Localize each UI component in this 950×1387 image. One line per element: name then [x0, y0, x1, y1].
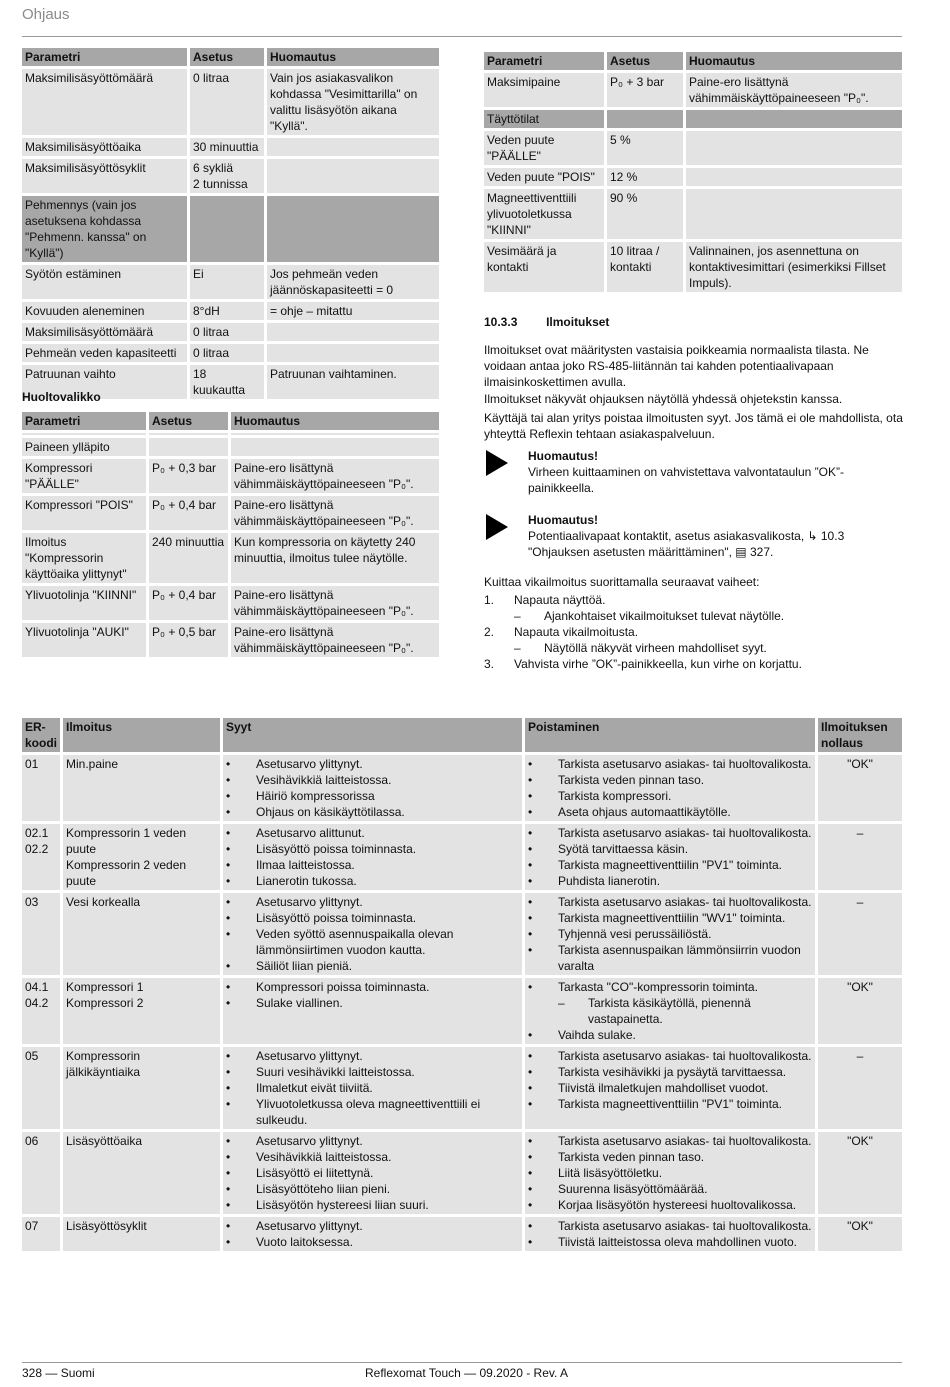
section-number: 10.3.3 [484, 315, 518, 329]
cell-note: Jos pehmeän veden jäännöskapasiteetti = 0 [267, 265, 439, 299]
remedy-item: • Tarkista asetusarvo asiakas- tai huoltovalikosta. [528, 1048, 812, 1064]
cell-note: Patruunan vaihtaminen. [267, 365, 439, 399]
step-text: Napauta vikailmoitusta. [514, 625, 639, 639]
cell-note: Valinnainen, jos asennettuna on kontaktivesimittari (esimerkiksi Fillset Impuls). [686, 242, 902, 292]
remedy-item: • Puhdista lianerotin. [528, 873, 812, 889]
parameter-table-top-right [481, 49, 905, 295]
cell-setting: 0 litraa [190, 344, 264, 362]
cell-setting [190, 196, 264, 262]
dash-marker: – [514, 641, 521, 655]
step-result [484, 608, 904, 624]
message-text: Kompressorin 2 veden puute [66, 858, 187, 888]
error-row [22, 1047, 902, 1129]
er-code: 01 [25, 757, 39, 771]
note-arrow-icon [486, 514, 508, 540]
cause-item: • Ohjaus on käsikäyttötilassa. [226, 804, 519, 820]
causes-list [226, 1218, 519, 1250]
cell-er-code [22, 824, 60, 890]
section-paragraph-3: Käyttäjä tai alan yritys poistaa ilmoitusten syyt. Jos tämä ei ole mahdollista, ota yhteyttä Reflexin tehtaan asiakaspalveluun. [484, 411, 903, 441]
step-result-text: Ajankohtaiset vikailmoitukset tulevat näytölle. [544, 609, 785, 623]
cell-note [686, 131, 902, 165]
cell-message [63, 824, 220, 890]
cause-item: • Asetusarvo ylittynyt. [226, 894, 519, 910]
remedy-item: • Tiivistä laitteistossa oleva mahdollinen vuoto. [528, 1234, 812, 1250]
cell-setting: P₀ + 0,4 bar [149, 586, 228, 620]
causes-list [226, 1133, 519, 1213]
footer-page-language: 328 — Suomi [22, 1366, 95, 1380]
cell-parameter: Veden puute "PÄÄLLE" [484, 131, 604, 165]
remedy-list [528, 1048, 812, 1112]
message-text: Lisäsyöttöaika [66, 1134, 143, 1148]
table-row [22, 138, 439, 156]
page-header-title: Ohjaus [22, 6, 70, 23]
step-item [484, 624, 904, 640]
remedy-item: • Tarkista asetusarvo asiakas- tai huoltovalikosta. [528, 1218, 812, 1234]
remedy-list [528, 1133, 812, 1213]
table-row [484, 242, 902, 292]
table-row [22, 196, 439, 262]
remedy-item: • Korjaa lisäsyötön hystereesi huoltovalikossa. [528, 1197, 812, 1213]
message-text: Kompressori 2 [66, 996, 144, 1010]
cell-note: Paine-ero lisättynä vähimmäiskäyttöpaineeseen "P₀". [231, 623, 439, 657]
note-1 [484, 448, 904, 496]
note-2 [484, 512, 904, 560]
cell-parameter: Maksimilisäsyöttöaika [22, 138, 187, 156]
cell-setting: 0 litraa [190, 69, 264, 135]
table-row [22, 344, 439, 362]
cell-parameter: Kompressori "PÄÄLLE" [22, 459, 146, 493]
column-header-parameter: Parametri [22, 48, 187, 66]
cause-item: • Vesihävikkiä laitteistossa. [226, 772, 519, 788]
table-row [22, 265, 439, 299]
cell-parameter [22, 433, 146, 435]
cell-remedy [525, 755, 815, 821]
section-paragraph-2: Ilmoitukset näkyvät ohjauksen näytöllä yhdessä ohjetekstin kanssa. [484, 392, 843, 406]
table-row [484, 110, 902, 128]
cell-remedy [525, 824, 815, 890]
cell-parameter: Magneettiventtiili ylivuotoletkussa "KIINNI" [484, 189, 604, 239]
table-row [484, 168, 902, 186]
er-code: 03 [25, 895, 39, 909]
cell-parameter: Syötön estäminen [22, 265, 187, 299]
cell-setting: P₀ + 0,5 bar [149, 623, 228, 657]
cause-item: • Vuoto laitoksessa. [226, 1234, 519, 1250]
cell-reset: – [818, 893, 902, 975]
cell-note [686, 110, 902, 128]
step-result-text: Näytöllä näkyvät virheen mahdolliset syyt. [544, 641, 767, 655]
footer-document-title: Reflexomat Touch — 09.2020 - Rev. A [365, 1366, 568, 1380]
remedy-item: • Tarkista asetusarvo asiakas- tai huoltovalikosta. [528, 894, 812, 910]
step-item [484, 592, 904, 608]
step-number: 2. [484, 625, 495, 639]
cell-note: = ohje – mitattu [267, 302, 439, 320]
error-row [22, 755, 902, 821]
remedy-subitem: – Tarkista käsikäytöllä, pienennä vastapainetta. [528, 995, 812, 1027]
er-code: 06 [25, 1134, 39, 1148]
table-row [484, 189, 902, 239]
remedy-item: • Tarkasta "CO"-kompressorin toiminta. [528, 979, 812, 995]
cell-er-code [22, 978, 60, 1044]
cell-message [63, 893, 220, 975]
cell-parameter: Patruunan vaihto [22, 365, 187, 399]
error-row [22, 978, 902, 1044]
table-row [22, 159, 439, 193]
cell-reset: – [818, 824, 902, 890]
step-text: Vahvista virhe ”OK”-painikkeella, kun virhe on korjattu. [514, 657, 802, 671]
table-row [22, 586, 439, 620]
section-paragraph-1: Ilmoitukset ovat määritysten vastaisia poikkeamia normaalista tilasta. Ne voidaan antaa joko RS-485-liitännän tai kahden potentiaalivapaan ilmaisinkoskettimen avulla. [484, 343, 869, 389]
remedy-list [528, 756, 812, 820]
column-header-message: Ilmoitus [63, 718, 220, 752]
cell-parameter: Vesimäärä ja kontakti [484, 242, 604, 292]
cell-setting: 8°dH [190, 302, 264, 320]
cell-causes [223, 824, 522, 890]
remedy-list [528, 894, 812, 974]
cell-parameter: Maksimilisäsyöttömäärä [22, 69, 187, 135]
cell-note [231, 433, 439, 435]
cell-message [63, 1047, 220, 1129]
column-header-note: Huomautus [267, 48, 439, 66]
cell-parameter: Kovuuden aleneminen [22, 302, 187, 320]
remedy-item: • Liitä lisäsyöttöletku. [528, 1165, 812, 1181]
table-row [22, 496, 439, 530]
remedy-item: • Tarkista veden pinnan taso. [528, 1149, 812, 1165]
note-2-title: Huomautus! [528, 513, 598, 527]
note-1-title: Huomautus! [528, 449, 598, 463]
cause-item: • Asetusarvo ylittynyt. [226, 1048, 519, 1064]
cell-parameter: Maksimilisäsyöttösyklit [22, 159, 187, 193]
cell-note: Paine-ero lisättynä vähimmäiskäyttöpaineeseen "P₀". [231, 496, 439, 530]
message-text: Kompressori 1 [66, 980, 144, 994]
cause-item: • Ilmaa laitteistossa. [226, 857, 519, 873]
table-row [484, 131, 902, 165]
cause-item: • Lianerotin tukossa. [226, 873, 519, 889]
cause-item: • Säiliöt liian pieniä. [226, 958, 519, 974]
error-codes-table [19, 715, 905, 1254]
cell-setting: 240 minuuttia [149, 533, 228, 583]
remedy-list [528, 979, 812, 1043]
message-text: Vesi korkealla [66, 895, 141, 909]
remedy-item: • Syötä tarvittaessa käsin. [528, 841, 812, 857]
causes-list [226, 1048, 519, 1128]
cell-note [686, 168, 902, 186]
cell-causes [223, 1132, 522, 1214]
cause-item: • Veden syöttö asennuspaikalla olevan lämmönsiirtimen vuodon kautta. [226, 926, 519, 958]
remedy-item: • Tiivistä ilmaletkujen mahdolliset vuodot. [528, 1080, 812, 1096]
er-code: 04.2 [25, 996, 49, 1010]
cell-setting: 5 % [607, 131, 683, 165]
section-title: Ilmoitukset [546, 315, 610, 329]
cell-parameter: Kompressori "POIS" [22, 496, 146, 530]
service-menu-table [19, 409, 442, 660]
cell-setting: 10 litraa / kontakti [607, 242, 683, 292]
message-text: Kompressorin jälkikäyntiaika [66, 1049, 141, 1079]
cell-setting: 90 % [607, 189, 683, 239]
dash-marker: – [514, 609, 521, 623]
cell-note [267, 344, 439, 362]
column-header-parameter: Parametri [22, 412, 146, 430]
cause-item: • Ilmaletkut eivät tiiviitä. [226, 1080, 519, 1096]
note-2-text: Potentiaalivapaat kontaktit, asetus asiakasvalikosta, ↳ 10.3 "Ohjauksen asetusten määrittäminen", ▤ 327. [528, 529, 845, 559]
table-row [22, 433, 439, 435]
cell-parameter: Pehmeän veden kapasiteetti [22, 344, 187, 362]
remedy-item: • Tarkista asetusarvo asiakas- tai huoltovalikosta. [528, 1133, 812, 1149]
cell-setting [149, 438, 228, 456]
column-header-remedy: Poistaminen [525, 718, 815, 752]
cell-setting: Ei [190, 265, 264, 299]
cell-message [63, 978, 220, 1044]
steps-list [484, 592, 904, 672]
cause-item: • Lisäsyöttö poissa toiminnasta. [226, 841, 519, 857]
cause-item: • Lisäsyöttö ei liitettynä. [226, 1165, 519, 1181]
remedy-item: • Tarkista magneettiventtiilin "PV1" toiminta. [528, 857, 812, 873]
cell-note: Paine-ero lisättynä vähimmäiskäyttöpaineeseen "P₀". [686, 73, 902, 107]
er-code: 07 [25, 1219, 39, 1233]
cell-setting [149, 433, 228, 435]
causes-list [226, 894, 519, 974]
header-divider [22, 36, 902, 37]
cell-causes [223, 978, 522, 1044]
cell-er-code [22, 755, 60, 821]
cell-setting: 6 sykliä 2 tunnissa [190, 159, 264, 193]
table-row [22, 623, 439, 657]
table-row [22, 302, 439, 320]
cause-item: • Lisäsyöttö poissa toiminnasta. [226, 910, 519, 926]
remedy-item: • Aseta ohjaus automaattikäytölle. [528, 804, 812, 820]
cell-parameter: Paineen ylläpito [22, 438, 146, 456]
step-text: Napauta näyttöä. [514, 593, 606, 607]
cell-reset: – [818, 1047, 902, 1129]
er-code: 02.2 [25, 842, 49, 856]
cell-setting: 30 minuuttia [190, 138, 264, 156]
remedy-item: • Tyhjennä vesi perussäiliöstä. [528, 926, 812, 942]
cell-note [231, 438, 439, 456]
cell-setting: P₀ + 0,4 bar [149, 496, 228, 530]
cell-note [267, 159, 439, 193]
cell-remedy [525, 893, 815, 975]
note-1-text: Virheen kuittaaminen on vahvistettava valvontataulun ”OK”-painikkeella. [528, 465, 844, 495]
cell-note [686, 189, 902, 239]
message-text: Kompressorin 1 veden puute [66, 826, 187, 856]
column-header-setting: Asetus [149, 412, 228, 430]
remedy-item: • Tarkista asennuspaikan lämmönsiirrin vuodon varalta [528, 942, 812, 974]
cell-remedy [525, 1132, 815, 1214]
remedy-item: • Tarkista magneettiventtiilin "WV1" toiminta. [528, 910, 812, 926]
table-row [22, 533, 439, 583]
cell-parameter: Pehmennys (vain jos asetuksena kohdassa "Pehmenn. kanssa" on "Kyllä") [22, 196, 187, 262]
cell-reset: "OK" [818, 978, 902, 1044]
message-text: Lisäsyöttösyklit [66, 1219, 147, 1233]
cell-er-code [22, 1132, 60, 1214]
remedy-list [528, 825, 812, 889]
cell-setting: P₀ + 3 bar [607, 73, 683, 107]
cell-setting [607, 110, 683, 128]
cell-setting: 18 kuukautta [190, 365, 264, 399]
cell-note: Vain jos asiakasvalikon kohdassa "Vesimittarilla" on valittu lisäsyötön aikana "Kyllä". [267, 69, 439, 135]
remedy-item: • Tarkista magneettiventtiilin "PV1" toiminta. [528, 1096, 812, 1112]
service-menu-title: Huoltovalikko [22, 390, 101, 404]
section-heading [484, 315, 609, 329]
er-code: 04.1 [25, 980, 49, 994]
cause-item: • Lisäsyöttöteho liian pieni. [226, 1181, 519, 1197]
remedy-item: • Suurenna lisäsyöttömäärää. [528, 1181, 812, 1197]
cell-causes [223, 1047, 522, 1129]
remedy-item: • Vaihda sulake. [528, 1027, 812, 1043]
cell-setting: 0 litraa [190, 323, 264, 341]
remedy-item: • Tarkista asetusarvo asiakas- tai huoltovalikosta. [528, 825, 812, 841]
cell-note: Paine-ero lisättynä vähimmäiskäyttöpaineeseen "P₀". [231, 586, 439, 620]
column-header-setting: Asetus [607, 52, 683, 70]
cell-parameter: Täyttötilat [484, 110, 604, 128]
column-header-setting: Asetus [190, 48, 264, 66]
cell-er-code [22, 1217, 60, 1251]
cell-causes [223, 893, 522, 975]
er-code: 05 [25, 1049, 39, 1063]
cell-setting: P₀ + 0,3 bar [149, 459, 228, 493]
parameter-table-top-left [19, 45, 442, 402]
column-header-parameter: Parametri [484, 52, 604, 70]
footer-divider [22, 1362, 902, 1363]
cell-message [63, 755, 220, 821]
cell-remedy [525, 978, 815, 1044]
remedy-item: • Tarkista kompressori. [528, 788, 812, 804]
remedy-item: • Tarkista veden pinnan taso. [528, 772, 812, 788]
cause-item: • Ylivuotoletkussa oleva magneettiventtiili ei sulkeudu. [226, 1096, 519, 1128]
step-number: 3. [484, 657, 495, 671]
cell-reset: "OK" [818, 1217, 902, 1251]
causes-list [226, 825, 519, 889]
error-row [22, 1217, 902, 1251]
cell-note: Paine-ero lisättynä vähimmäiskäyttöpaineeseen "P₀". [231, 459, 439, 493]
error-row [22, 893, 902, 975]
column-header-note: Huomautus [231, 412, 439, 430]
cause-item: • Asetusarvo ylittynyt. [226, 1133, 519, 1149]
remedy-list [528, 1218, 812, 1250]
remedy-item: • Tarkista vesihävikki ja pysäytä tarvittaessa. [528, 1064, 812, 1080]
step-item [484, 656, 904, 672]
table-row [484, 73, 902, 107]
cell-note [267, 196, 439, 262]
cell-reset: "OK" [818, 755, 902, 821]
table-row [22, 69, 439, 135]
cause-item: • Asetusarvo alittunut. [226, 825, 519, 841]
cell-er-code [22, 893, 60, 975]
step-result [484, 640, 904, 656]
cause-item: • Vesihävikkiä laitteistossa. [226, 1149, 519, 1165]
table-row [22, 323, 439, 341]
table-row [22, 438, 439, 456]
column-header-causes: Syyt [223, 718, 522, 752]
column-header-er-code: ER-koodi [22, 718, 60, 752]
cell-note [267, 323, 439, 341]
causes-list [226, 979, 519, 1011]
cell-parameter: Ylivuotolinja "AUKI" [22, 623, 146, 657]
cell-er-code [22, 1047, 60, 1129]
cell-reset: "OK" [818, 1132, 902, 1214]
step-number: 1. [484, 593, 495, 607]
table-row [22, 459, 439, 493]
steps-intro: Kuittaa vikailmoitus suorittamalla seuraavat vaiheet: [484, 575, 760, 589]
column-header-note: Huomautus [686, 52, 902, 70]
column-header-reset: Ilmoituksen nollaus [818, 718, 902, 752]
cell-note [267, 138, 439, 156]
remedy-item: • Tarkista asetusarvo asiakas- tai huoltovalikosta. [528, 756, 812, 772]
cell-remedy [525, 1047, 815, 1129]
cell-parameter: Veden puute "POIS" [484, 168, 604, 186]
error-row [22, 1132, 902, 1214]
cell-causes [223, 1217, 522, 1251]
error-row [22, 824, 902, 890]
cell-note: Kun kompressoria on käytetty 240 minuuttia, ilmoitus tulee näytölle. [231, 533, 439, 583]
causes-list [226, 756, 519, 820]
cause-item: • Kompressori poissa toiminnasta. [226, 979, 519, 995]
cause-item: • Asetusarvo ylittynyt. [226, 756, 519, 772]
cause-item: • Häiriö kompressorissa [226, 788, 519, 804]
cause-item: • Asetusarvo ylittynyt. [226, 1218, 519, 1234]
cell-message [63, 1132, 220, 1214]
cause-item: • Sulake viallinen. [226, 995, 519, 1011]
cause-item: • Suuri vesihävikki laitteistossa. [226, 1064, 519, 1080]
message-text: Min.paine [66, 757, 119, 771]
cell-remedy [525, 1217, 815, 1251]
cell-message [63, 1217, 220, 1251]
cell-parameter: Ylivuotolinja "KIINNI" [22, 586, 146, 620]
note-arrow-icon [486, 450, 508, 476]
er-code: 02.1 [25, 826, 49, 840]
cell-parameter: Ilmoitus "Kompressorin käyttöaika ylittynyt" [22, 533, 146, 583]
cause-item: • Lisäsyötön hystereesi liian suuri. [226, 1197, 519, 1213]
cell-parameter: Maksimilisäsyöttömäärä [22, 323, 187, 341]
cell-causes [223, 755, 522, 821]
cell-parameter: Maksimipaine [484, 73, 604, 107]
cell-setting: 12 % [607, 168, 683, 186]
